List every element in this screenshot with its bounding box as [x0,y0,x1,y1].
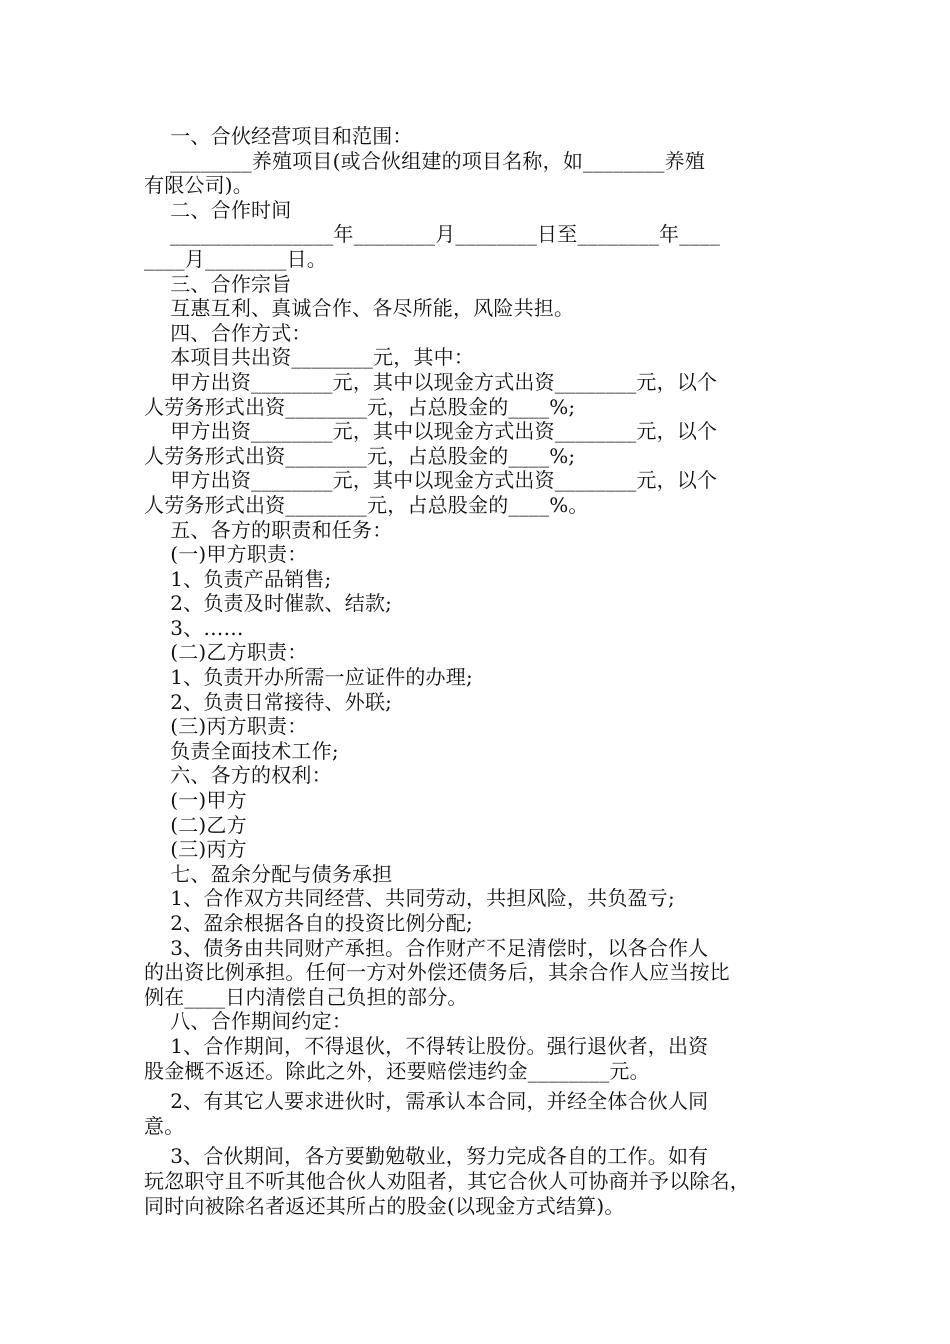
text-line: 2、负责日常接待、外联; [144,689,393,714]
text-line: 互惠互利、真诚合作、各尽所能，风险共担。 [144,296,575,321]
text-line: (一)甲方 [144,788,247,813]
text-line: 2、负责及时催款、结款; [144,591,393,616]
text-line: 意。 [144,1113,185,1138]
section-heading-7: 七、盈余分配与债务承担 [144,861,393,886]
text-line: 2、盈余根据各自的投资比例分配; [144,911,473,935]
text-line: 1、负责开办所需一应证件的办理; [144,665,473,690]
text-line: 同时向被除名者返还其所占的股金(以现金方式结算)。 [144,1193,625,1218]
text-line: 的出资比例承担。任何一方对外偿还债务后，其余合作人应当按比 [144,960,730,985]
text-line: 3、…… [144,615,244,640]
contract-body [144,124,814,1218]
text-line: (一)甲方职责： [144,542,308,567]
text-line: 1、负责产品销售; [144,566,332,591]
section-heading-3: 三、合作宗旨 [144,271,292,296]
text-line: 3、合伙期间，各方要勤勉敬业，努力完成各自的工作。如有 [144,1144,709,1169]
section-heading-8: 八、合作期间约定： [144,1009,353,1034]
text-line: (二)乙方 [144,812,247,837]
text-line: 本项目共出资________元，其中： [144,345,475,370]
text-line: 1、合作期间，不得退伙，不得转让股份。强行退伙者，出资 [144,1033,709,1058]
text-line: 玩忽职守且不听其他合伙人劝阻者，其它合伙人可协商并予以除名， [144,1168,750,1193]
section-heading-5: 五、各方的职责和任务： [144,517,393,542]
section-heading-2: 二、合作时间 [144,197,292,222]
text-line: (三)丙方 [144,837,247,862]
text-line: 甲方出资________元，其中以现金方式出资________元，以个 [144,369,718,394]
text-line: (三)丙方职责： [144,714,308,739]
text-line: ________________年________月________日至________年____ [144,222,721,247]
text-line: 例在____日内清偿自己负担的部分。 [144,984,468,1009]
text-line: 人劳务形式出资________元，占总股金的____%。 [144,492,589,517]
text-line: 甲方出资________元，其中以现金方式出资________元，以个 [144,468,718,493]
text-line: 1、合作双方共同经营、共同劳动，共担风险，共负盈亏; [144,886,675,911]
text-line: 3、债务由共同财产承担。合作财产不足清偿时，以各合作人 [144,935,709,960]
text-line: 人劳务形式出资________元，占总股金的____%; [144,394,576,419]
text-line: 人劳务形式出资________元，占总股金的____%; [144,443,576,468]
text-line: 股金概不返还。除此之外，还要赔偿违约金________元。 [144,1058,650,1083]
text-line: 负责全面技术工作; [144,738,339,763]
text-line: 有限公司)。 [144,173,254,198]
section-heading-6: 六、各方的权利： [144,763,332,788]
text-line: 甲方出资________元，其中以现金方式出资________元，以个 [144,419,718,444]
text-line: (二)乙方职责： [144,640,308,665]
text-line: ____月________日。 [144,246,327,271]
text-line: 2、有其它人要求进伙时，需承认本合同，并经全体合伙人同 [144,1089,709,1114]
section-heading-4: 四、合作方式： [144,320,312,345]
section-heading-1: 一、合伙经营项目和范围： [144,124,413,148]
text-line: ________养殖项目(或合伙组建的项目名称，如________养殖 [144,148,706,173]
